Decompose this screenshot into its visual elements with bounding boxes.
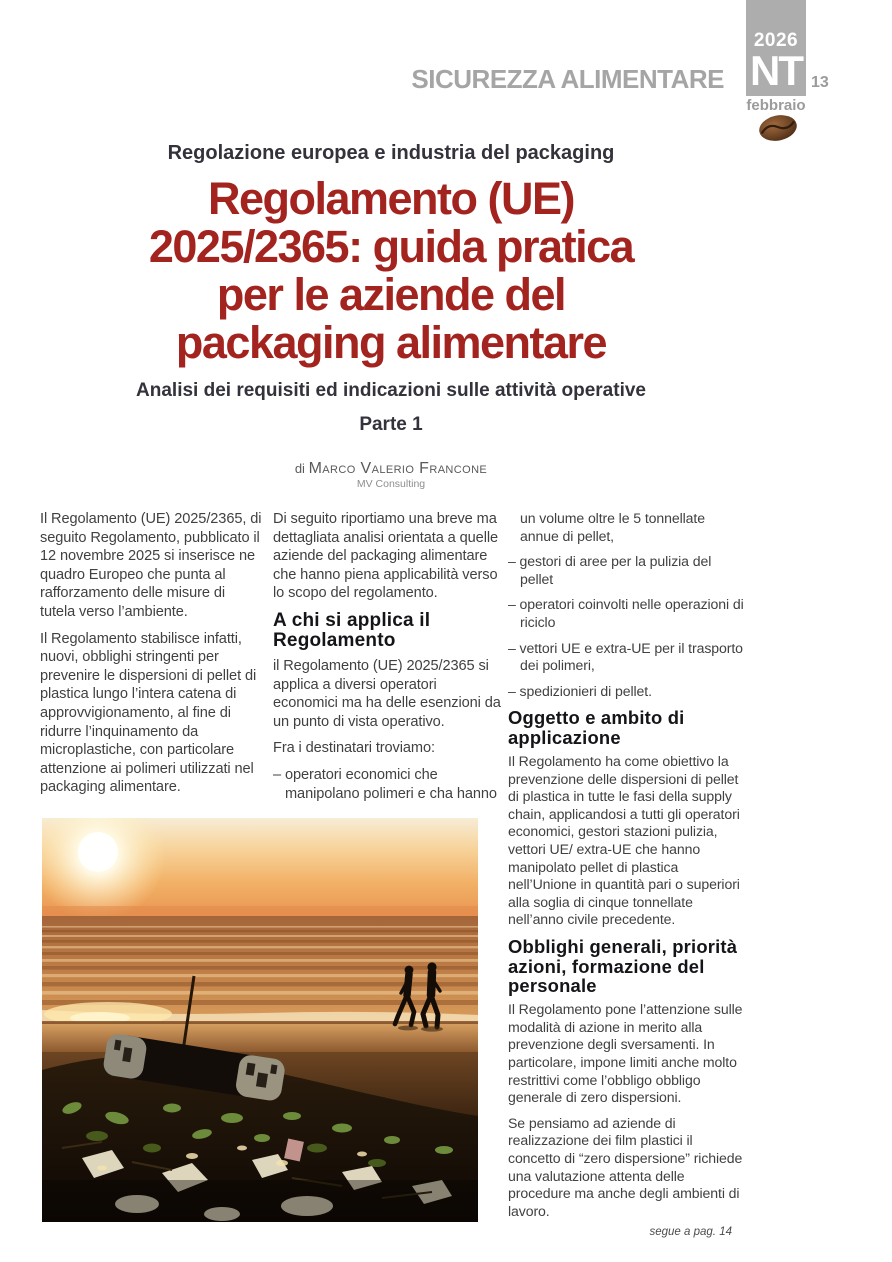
badge-year: 2026 [753,30,799,51]
section-heading-obblighi: Obblighi generali, priorità azioni, formazione del personale [508,935,738,997]
list-item-gestori: – gestori di aree per la pulizia del pellet [508,553,712,587]
paragraph-obblighi-1: Il Regolamento pone l’attenzione sulle modalità di azione in merito alla prevenzione degli sversamenti. In particolare, impone limiti anche molto restrittivi come l’obbligo obbligo generale di zero dispersioni. [508,1001,743,1106]
title-line-4: packaging alimentare [175,317,607,368]
issue-badge [746,0,806,96]
section-header-title: SICUREZZA ALIMENTARE [411,64,724,94]
list-item-continuation: un volume oltre le 5 tonnellate annue di pellet, [520,510,705,544]
beach-pollution-photo [42,818,478,1222]
title-line-2: 2025/2365: guida pratica [148,221,634,272]
paragraph-analysis: Di seguito riportiamo una breve ma dettagliata analisi orientata a quelle aziende del packaging alimentare che hanno piena applicabilità verso lo scopo del regolamento. [273,511,498,602]
section-heading-oggetto: Oggetto e ambito di applicazione [508,707,685,749]
paragraph-applica-1: il Regolamento (UE) 2025/2365 si applica a diversi operatori economici ma ha delle esenzioni da un punto di vista operativo. [273,657,501,730]
section-heading-applica: A chi si applica il Regolamento [273,609,431,652]
article-subtitle: Analisi dei requisiti ed indicazioni sulle attività operative [136,380,646,401]
paragraph-applica-2: Fra i destinatari troviamo: [273,740,435,757]
byline-prefix: di [294,461,305,476]
continuation-note: segue a pag. 14 [649,1226,732,1238]
byline [26,460,756,478]
headline-block [26,142,756,490]
byline-author: Marco Valerio Francone [308,460,488,477]
list-item-vettori: – vettori UE e extra-UE per il trasporto dei polimeri, [508,639,743,674]
body-column-3 [508,510,747,1228]
article-part-label: Parte 1 [359,414,423,435]
list-item-riciclo: – operatori coinvolti nelle operazioni di riciclo [508,596,744,630]
list-item-operatori: – operatori economici che manipolano polimeri e cha hanno [273,766,497,802]
body-column-2 [273,510,501,811]
list-item-spedizionieri: – spedizionieri di pellet. [508,682,652,699]
badge-issue-number: 13 [811,74,829,91]
badge-magazine-code: NT [750,47,802,94]
title-line-3: per le aziende del [216,269,566,320]
title-line-1: Regolamento (UE) [207,173,574,224]
article-title [26,175,756,367]
badge-month: febbraio [746,97,806,114]
paragraph-oggetto: Il Regolamento ha come obiettivo la prevenzione delle dispersioni di pellet di plastica in tutte le fasi della supply chain, applicandosi a tutti gli operatori economici, gestori stazioni pulizia, vettori UE/ extra-UE che hanno manipolato pellet di plastica nell’Unione in quantità pari o superiori alla soglia di cinque tonnellate nell’anno civile precedente. [508,752,740,928]
paragraph-intro-2: Il Regolamento stabilisce infatti, nuovi, obblighi stringenti per prevenire le dispersioni di pellet di plastica lungo l’intera catena di approvvigionamento, al fine di ridurre l’inquinamento da microplastiche, con particolare attenzione ai polimeri utilizzati nel packaging alimentare. [40,630,257,796]
coffee-bean-icon [756,111,800,145]
body-column-1 [40,510,264,805]
paragraph-obblighi-2: Se pensiamo ad aziende di realizzazione dei film plastici il concetto di “zero dispersione” richiede una valutazione attenta delle procedure ma anche degli ambienti di lavoro. [508,1114,743,1219]
paragraph-intro-1: Il Regolamento (UE) 2025/2365, di seguito Regolamento, pubblicato il 12 novembre 2025 si inserisce ne quadro Europeo che punta al rafforzamento delle misure di tutela verso l’ambiente. [40,511,262,620]
byline-organization: MV Consulting [356,478,426,490]
article-kicker: Regolazione europea e industria del packaging [167,142,615,164]
